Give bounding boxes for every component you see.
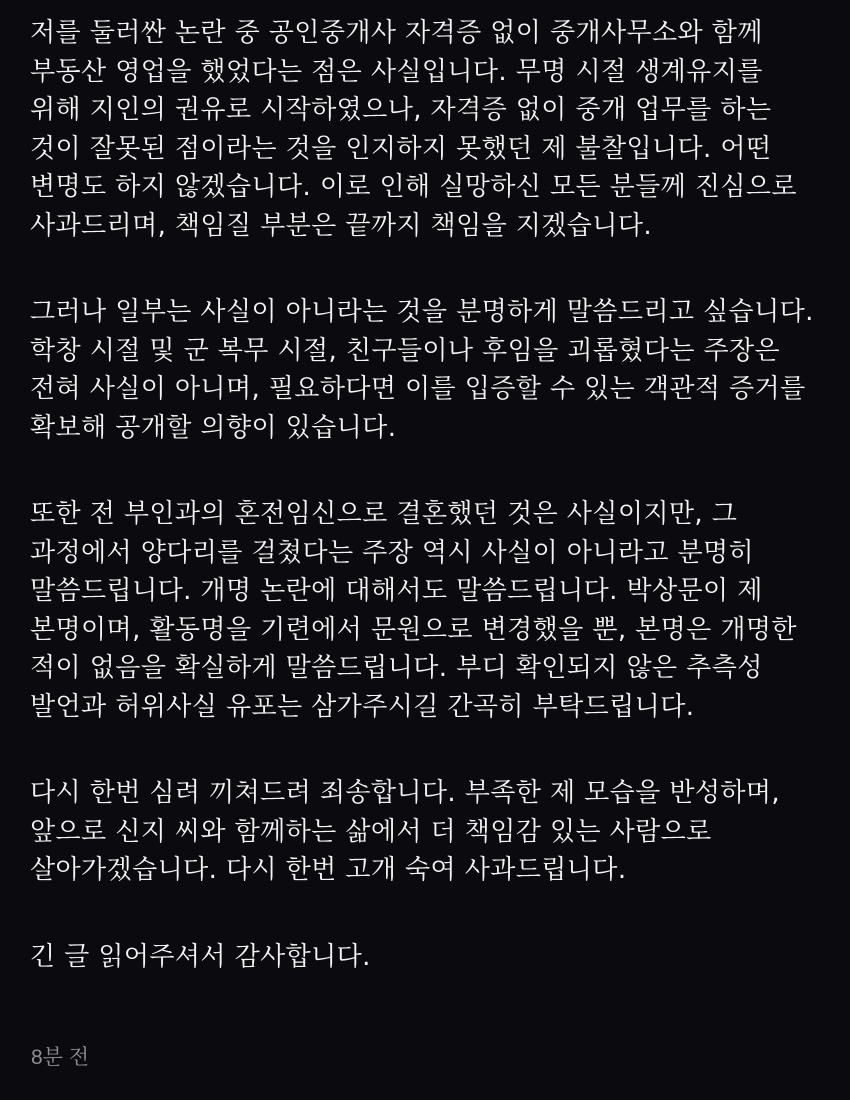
post-body bbox=[30, 14, 835, 1024]
post-text-line: 다시 한번 심려 끼쳐드려 죄송합니다. 부족한 제 모습을 반성하며, bbox=[30, 778, 781, 808]
post-text-line: 적이 없음을 확실하게 말씀드립니다. 부디 확인되지 않은 추측성 bbox=[30, 653, 763, 683]
paragraph-thanks bbox=[30, 938, 835, 977]
post-text-line: 위해 지인의 권유로 시작하였으나, 자격증 없이 중개 업무를 하는 bbox=[30, 95, 772, 125]
post-text-line: 긴 글 읽어주셔서 감사합니다. bbox=[30, 941, 371, 972]
post-text-line: 변명도 하지 않겠습니다. 이로 인해 실망하신 모든 분들께 진심으로 bbox=[30, 172, 797, 202]
post-text-line: 것이 잘못된 점이라는 것을 인지하지 못했던 제 불찰입니다. 어떤 bbox=[30, 133, 772, 164]
post-text-line: 학창 시절 및 군 복무 시절, 친구들이나 후임을 괴롭혔다는 주장은 bbox=[30, 335, 781, 366]
post-timestamp: 8분 전 bbox=[31, 1046, 90, 1069]
paragraph-admission bbox=[30, 14, 835, 245]
post-text-line: 본명이며, 활동명을 기련에서 문원으로 변경했을 뿐, 본명은 개명한 bbox=[30, 614, 797, 645]
paragraph-apology bbox=[30, 774, 835, 890]
post-text-line: 그러나 일부는 사실이 아니라는 것을 분명하게 말씀드리고 싶습니다. bbox=[30, 297, 814, 327]
post-text-line: 사과드리며, 책임질 부분은 끝까지 책임을 지겠습니다. bbox=[30, 210, 653, 241]
post-text-line: 또한 전 부인과의 혼전임신으로 결혼했던 것은 사실이지만, 그 bbox=[30, 499, 738, 529]
paragraph-clarification bbox=[30, 495, 835, 726]
post-text-line: 발언과 허위사실 유포는 삼가주시길 간곡히 부탁드립니다. bbox=[30, 691, 695, 722]
paragraph-denial bbox=[30, 293, 835, 447]
post-text-line: 살아가겠습니다. 다시 한번 고개 숙여 사과드립니다. bbox=[30, 855, 627, 885]
post-text-line: 과정에서 양다리를 걸쳤다는 주장 역시 사실이 아니라고 분명히 bbox=[30, 537, 755, 568]
post-text-line: 말씀드립니다. 개명 논란에 대해서도 말씀드립니다. 박상문이 제 bbox=[30, 576, 763, 606]
post-text-line: 저를 둘러싼 논란 중 공인중개사 자격증 없이 중개사무소와 함께 bbox=[30, 18, 763, 48]
post-text-line: 부동산 영업을 했었다는 점은 사실입니다. 무명 시절 생계유지를 bbox=[30, 56, 763, 87]
post-text-line: 앞으로 신지 씨와 함께하는 삶에서 더 책임감 있는 사람으로 bbox=[30, 816, 712, 847]
post-text-line: 확보해 공개할 의향이 있습니다. bbox=[30, 412, 397, 443]
post-text-line: 전혀 사실이 아니며, 필요하다면 이를 입증할 수 있는 객관적 증거를 bbox=[30, 374, 806, 404]
